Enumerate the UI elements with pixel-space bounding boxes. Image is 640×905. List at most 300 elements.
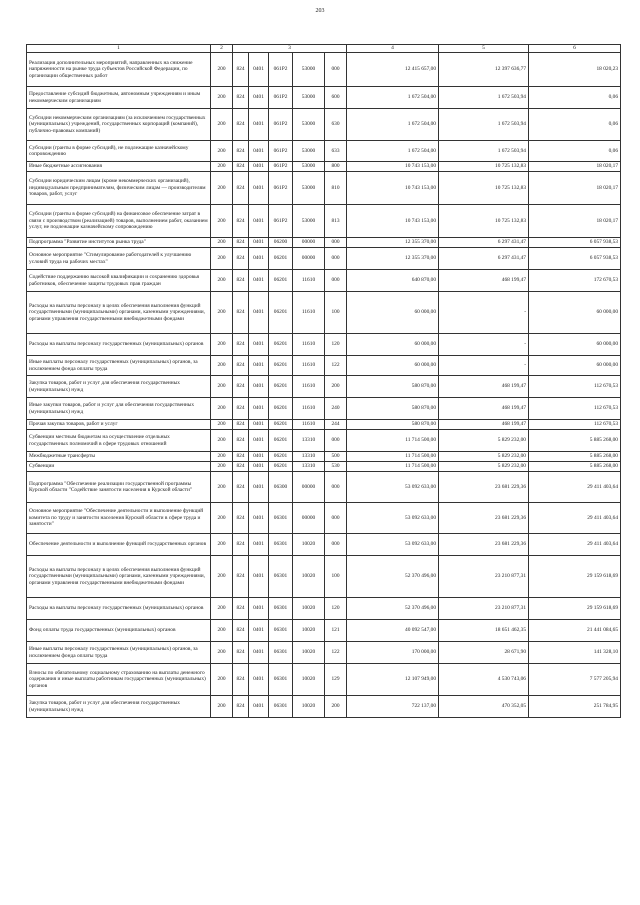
cell-plan: 1 672 504,00 xyxy=(347,109,439,141)
cell-prog: 06201 xyxy=(269,270,293,292)
table-row xyxy=(27,398,621,420)
cell-rz: 0401 xyxy=(249,503,269,534)
cell-plan: 10 743 153,00 xyxy=(347,205,439,238)
cell-fact: 468 199,47 xyxy=(439,398,529,420)
cell-prog: 06201 xyxy=(269,462,293,472)
table-row xyxy=(27,172,621,205)
cell-gr: 824 xyxy=(233,172,249,205)
table-row xyxy=(27,462,621,472)
cell-plan: 170 000,00 xyxy=(347,642,439,664)
cell-adm: 200 xyxy=(211,556,233,598)
cell-plan: 52 370 496,00 xyxy=(347,598,439,620)
cell-name: Взносы по обязательному социальному страхованию на выплаты денежного содержания и иные выплаты работникам государственных (муниципальных) органов xyxy=(27,664,211,696)
cell-rest: 0,06 xyxy=(529,87,621,109)
cell-rz: 0401 xyxy=(249,462,269,472)
cell-prog: 06300 xyxy=(269,472,293,503)
cell-name: Иные закупки товаров, работ и услуг для обеспечения государственных (муниципальных) нужд xyxy=(27,398,211,420)
table-row xyxy=(27,238,621,248)
cell-plan: 12 415 657,00 xyxy=(347,53,439,87)
cell-plan: 580 870,00 xyxy=(347,420,439,430)
cell-adm: 200 xyxy=(211,356,233,376)
cell-gr: 824 xyxy=(233,109,249,141)
table-row xyxy=(27,87,621,109)
column-header: 1 xyxy=(27,45,211,53)
cell-adm: 200 xyxy=(211,534,233,556)
cell-dir: 11610 xyxy=(293,420,325,430)
cell-adm: 200 xyxy=(211,205,233,238)
cell-rz: 0401 xyxy=(249,534,269,556)
cell-gr: 824 xyxy=(233,556,249,598)
cell-vr: 000 xyxy=(325,534,347,556)
cell-name: Расходы на выплаты персоналу государственных (муниципальных) органов xyxy=(27,334,211,356)
cell-rest: 6 057 938,53 xyxy=(529,248,621,270)
cell-vr: 240 xyxy=(325,398,347,420)
cell-name: Иные выплаты персоналу государственных (муниципальных) органов, за исключением фонда оплаты труда xyxy=(27,356,211,376)
cell-prog: 06201 xyxy=(269,292,293,334)
cell-fact: - xyxy=(439,292,529,334)
cell-gr: 824 xyxy=(233,141,249,162)
cell-fact: 468 199,47 xyxy=(439,376,529,398)
cell-name: Межбюджетные трансферты xyxy=(27,452,211,462)
column-header: 3 xyxy=(233,45,347,53)
table-row xyxy=(27,430,621,452)
cell-rz: 0401 xyxy=(249,109,269,141)
cell-fact: 10 725 132,83 xyxy=(439,205,529,238)
cell-plan: 10 743 153,00 xyxy=(347,162,439,172)
cell-vr: 800 xyxy=(325,162,347,172)
cell-gr: 824 xyxy=(233,430,249,452)
cell-rest: 29 411 403,64 xyxy=(529,534,621,556)
cell-gr: 824 xyxy=(233,462,249,472)
table-row xyxy=(27,356,621,376)
cell-adm: 200 xyxy=(211,472,233,503)
cell-rz: 0401 xyxy=(249,376,269,398)
cell-adm: 200 xyxy=(211,376,233,398)
cell-rz: 0401 xyxy=(249,162,269,172)
cell-plan: 1 672 504,00 xyxy=(347,141,439,162)
cell-prog: 06301 xyxy=(269,664,293,696)
cell-plan: 11 714 500,00 xyxy=(347,462,439,472)
cell-rest: 251 784,95 xyxy=(529,696,621,718)
cell-prog: 061P2 xyxy=(269,205,293,238)
cell-vr: 000 xyxy=(325,430,347,452)
cell-plan: 60 000,00 xyxy=(347,334,439,356)
cell-rz: 0401 xyxy=(249,472,269,503)
table-row xyxy=(27,334,621,356)
cell-rz: 0401 xyxy=(249,334,269,356)
cell-fact: 18 651 462,35 xyxy=(439,620,529,642)
cell-dir: 13310 xyxy=(293,430,325,452)
cell-fact: 23 681 229,36 xyxy=(439,503,529,534)
cell-adm: 200 xyxy=(211,248,233,270)
cell-plan: 722 137,00 xyxy=(347,696,439,718)
table-header-row xyxy=(27,45,621,53)
cell-plan: 60 000,00 xyxy=(347,356,439,376)
cell-rz: 0401 xyxy=(249,642,269,664)
cell-prog: 061P2 xyxy=(269,162,293,172)
cell-vr: 122 xyxy=(325,642,347,664)
cell-dir: 53000 xyxy=(293,141,325,162)
cell-fact: 10 725 132,83 xyxy=(439,162,529,172)
cell-adm: 200 xyxy=(211,664,233,696)
cell-rz: 0401 xyxy=(249,292,269,334)
cell-rest: 141 328,10 xyxy=(529,642,621,664)
cell-rest: 0,06 xyxy=(529,109,621,141)
cell-vr: 200 xyxy=(325,696,347,718)
cell-adm: 200 xyxy=(211,598,233,620)
cell-fact: - xyxy=(439,334,529,356)
cell-fact: - xyxy=(439,356,529,376)
cell-name: Субсидии юридическим лицам (кроме некоммерческих организаций), индивидуальным предпринимателям, физическим лицам — производителям товаров, работ, услуг xyxy=(27,172,211,205)
cell-adm: 200 xyxy=(211,162,233,172)
table-row xyxy=(27,472,621,503)
cell-dir: 53000 xyxy=(293,109,325,141)
cell-plan: 11 714 500,00 xyxy=(347,430,439,452)
cell-prog: 06301 xyxy=(269,598,293,620)
cell-vr: 200 xyxy=(325,376,347,398)
cell-plan: 60 000,00 xyxy=(347,292,439,334)
cell-plan: 52 370 496,00 xyxy=(347,556,439,598)
cell-vr: 122 xyxy=(325,356,347,376)
cell-dir: 53000 xyxy=(293,87,325,109)
cell-gr: 824 xyxy=(233,452,249,462)
cell-rest: 5 885 268,00 xyxy=(529,452,621,462)
cell-prog: 061P2 xyxy=(269,87,293,109)
cell-prog: 06201 xyxy=(269,420,293,430)
table-row xyxy=(27,452,621,462)
cell-adm: 200 xyxy=(211,620,233,642)
cell-plan: 53 092 633,00 xyxy=(347,472,439,503)
cell-gr: 824 xyxy=(233,334,249,356)
cell-dir: 00000 xyxy=(293,472,325,503)
cell-dir: 11610 xyxy=(293,356,325,376)
cell-dir: 53000 xyxy=(293,53,325,87)
cell-adm: 200 xyxy=(211,109,233,141)
cell-rz: 0401 xyxy=(249,696,269,718)
cell-dir: 10020 xyxy=(293,534,325,556)
cell-rest: 172 670,53 xyxy=(529,270,621,292)
cell-prog: 06301 xyxy=(269,696,293,718)
cell-adm: 200 xyxy=(211,503,233,534)
cell-name: Расходы на выплаты персоналу в целях обеспечения выполнения функций государственными (муниципальными) органами, казенными учреждениями, органами управления государственными внебюджетными фондами xyxy=(27,556,211,598)
cell-vr: 000 xyxy=(325,472,347,503)
cell-vr: 244 xyxy=(325,420,347,430)
cell-name: Субвенции xyxy=(27,462,211,472)
cell-rest: 112 670,53 xyxy=(529,420,621,430)
cell-prog: 06301 xyxy=(269,503,293,534)
cell-fact: 5 829 232,00 xyxy=(439,430,529,452)
cell-gr: 824 xyxy=(233,53,249,87)
cell-rest: 18 020,23 xyxy=(529,53,621,87)
cell-name: Подпрограмма "Обеспечение реализации государственной программы Курской области "Содействие занятости населения в Курской области" xyxy=(27,472,211,503)
cell-vr: 500 xyxy=(325,452,347,462)
cell-rest: 18 020,17 xyxy=(529,162,621,172)
cell-name: Субсидии (гранты в форме субсидий), не подлежащие казначейскому сопровождению xyxy=(27,141,211,162)
cell-plan: 10 743 153,00 xyxy=(347,172,439,205)
cell-prog: 06301 xyxy=(269,534,293,556)
cell-plan: 40 092 547,00 xyxy=(347,620,439,642)
cell-rz: 0401 xyxy=(249,141,269,162)
cell-gr: 824 xyxy=(233,534,249,556)
cell-vr: 000 xyxy=(325,503,347,534)
cell-gr: 824 xyxy=(233,398,249,420)
cell-name: Прочая закупка товаров, работ и услуг xyxy=(27,420,211,430)
cell-dir: 00000 xyxy=(293,238,325,248)
cell-adm: 200 xyxy=(211,452,233,462)
cell-fact: 10 725 132,83 xyxy=(439,172,529,205)
table-row xyxy=(27,141,621,162)
cell-prog: 06201 xyxy=(269,248,293,270)
cell-vr: 633 xyxy=(325,141,347,162)
cell-gr: 824 xyxy=(233,642,249,664)
cell-rest: 21 441 084,65 xyxy=(529,620,621,642)
table-row xyxy=(27,205,621,238)
cell-gr: 824 xyxy=(233,598,249,620)
table-row xyxy=(27,696,621,718)
cell-dir: 11610 xyxy=(293,398,325,420)
cell-dir: 11610 xyxy=(293,292,325,334)
cell-rz: 0401 xyxy=(249,238,269,248)
cell-dir: 11610 xyxy=(293,334,325,356)
cell-dir: 53000 xyxy=(293,205,325,238)
cell-fact: 12 397 636,77 xyxy=(439,53,529,87)
cell-fact: 5 829 232,00 xyxy=(439,462,529,472)
cell-rest: 0,06 xyxy=(529,141,621,162)
cell-vr: 120 xyxy=(325,334,347,356)
cell-adm: 200 xyxy=(211,430,233,452)
cell-name: Содействие поддержанию высокой квалификации и сохранению здоровья работников, обеспечение защиты трудовых прав граждан xyxy=(27,270,211,292)
cell-dir: 13310 xyxy=(293,462,325,472)
cell-dir: 11610 xyxy=(293,376,325,398)
cell-rz: 0401 xyxy=(249,172,269,205)
cell-plan: 640 870,00 xyxy=(347,270,439,292)
cell-vr: 129 xyxy=(325,664,347,696)
cell-dir: 10020 xyxy=(293,598,325,620)
cell-dir: 10020 xyxy=(293,556,325,598)
cell-fact: 470 352,05 xyxy=(439,696,529,718)
table-row xyxy=(27,556,621,598)
cell-name: Расходы на выплаты персоналу государственных (муниципальных) органов xyxy=(27,598,211,620)
cell-rest: 7 577 205,94 xyxy=(529,664,621,696)
table-row xyxy=(27,292,621,334)
cell-adm: 200 xyxy=(211,642,233,664)
cell-rest: 29 159 618,69 xyxy=(529,556,621,598)
cell-adm: 200 xyxy=(211,141,233,162)
cell-rest: 112 670,53 xyxy=(529,398,621,420)
cell-rest: 18 020,17 xyxy=(529,205,621,238)
cell-name: Расходы на выплаты персоналу в целях обеспечения выполнения функций государственными (муниципальными) органами, казенными учреждениями, органами управления государственными внебюджетными фондами xyxy=(27,292,211,334)
cell-gr: 824 xyxy=(233,620,249,642)
cell-gr: 824 xyxy=(233,696,249,718)
page-number: 203 xyxy=(315,8,325,14)
cell-plan: 1 672 504,00 xyxy=(347,87,439,109)
cell-prog: 06201 xyxy=(269,376,293,398)
cell-vr: 120 xyxy=(325,598,347,620)
cell-gr: 824 xyxy=(233,376,249,398)
table-row xyxy=(27,620,621,642)
cell-name: Закупка товаров, работ и услуг для обеспечения государственных (муниципальных) нужд xyxy=(27,696,211,718)
cell-rz: 0401 xyxy=(249,598,269,620)
cell-prog: 06201 xyxy=(269,452,293,462)
table-row xyxy=(27,270,621,292)
cell-adm: 200 xyxy=(211,696,233,718)
cell-gr: 824 xyxy=(233,270,249,292)
cell-vr: 100 xyxy=(325,292,347,334)
cell-adm: 200 xyxy=(211,87,233,109)
cell-rz: 0401 xyxy=(249,205,269,238)
cell-adm: 200 xyxy=(211,420,233,430)
cell-rest: 60 000,00 xyxy=(529,292,621,334)
cell-prog: 06201 xyxy=(269,430,293,452)
cell-vr: 530 xyxy=(325,462,347,472)
cell-adm: 200 xyxy=(211,292,233,334)
cell-adm: 200 xyxy=(211,334,233,356)
cell-name: Реализация дополнительных мероприятий, направленных на снижение напряженности на рынке труда субъектов Российской Федерации, по организации общественных работ xyxy=(27,53,211,87)
cell-gr: 824 xyxy=(233,292,249,334)
cell-rest: 29 159 618,69 xyxy=(529,598,621,620)
cell-gr: 824 xyxy=(233,356,249,376)
cell-fact: 6 297 431,47 xyxy=(439,248,529,270)
cell-name: Основное мероприятие "Стимулирование работодателей к улучшению условий труда на рабочих местах" xyxy=(27,248,211,270)
cell-fact: 23 681 229,36 xyxy=(439,534,529,556)
cell-gr: 824 xyxy=(233,503,249,534)
cell-gr: 824 xyxy=(233,87,249,109)
cell-prog: 06201 xyxy=(269,334,293,356)
cell-plan: 11 714 500,00 xyxy=(347,452,439,462)
cell-dir: 10020 xyxy=(293,664,325,696)
cell-dir: 13310 xyxy=(293,452,325,462)
cell-rz: 0401 xyxy=(249,420,269,430)
cell-rest: 60 000,00 xyxy=(529,356,621,376)
cell-dir: 00000 xyxy=(293,503,325,534)
cell-prog: 061P2 xyxy=(269,109,293,141)
cell-prog: 061P2 xyxy=(269,141,293,162)
cell-rz: 0401 xyxy=(249,398,269,420)
cell-plan: 580 870,00 xyxy=(347,376,439,398)
cell-dir: 10020 xyxy=(293,620,325,642)
cell-rest: 112 670,53 xyxy=(529,376,621,398)
cell-gr: 824 xyxy=(233,238,249,248)
cell-dir: 10020 xyxy=(293,642,325,664)
cell-plan: 53 092 633,00 xyxy=(347,503,439,534)
cell-vr: 810 xyxy=(325,172,347,205)
cell-rz: 0401 xyxy=(249,556,269,598)
cell-name: Обеспечение деятельности и выполнение функций государственных органов xyxy=(27,534,211,556)
cell-adm: 200 xyxy=(211,238,233,248)
table-row xyxy=(27,664,621,696)
cell-rest: 18 020,17 xyxy=(529,172,621,205)
column-header: 2 xyxy=(211,45,233,53)
cell-adm: 200 xyxy=(211,53,233,87)
cell-fact: 23 681 229,36 xyxy=(439,472,529,503)
cell-rest: 6 057 938,53 xyxy=(529,238,621,248)
cell-fact: 1 672 503,94 xyxy=(439,87,529,109)
budget-table xyxy=(26,44,621,718)
cell-fact: 468 199,47 xyxy=(439,270,529,292)
table-row xyxy=(27,376,621,398)
cell-gr: 824 xyxy=(233,162,249,172)
cell-vr: 000 xyxy=(325,248,347,270)
cell-rz: 0401 xyxy=(249,620,269,642)
cell-dir: 53000 xyxy=(293,172,325,205)
cell-fact: 468 199,47 xyxy=(439,420,529,430)
cell-name: Субвенции местным бюджетам на осуществление отдельных государственных полномочий в сфере трудовых отношений xyxy=(27,430,211,452)
cell-rest: 29 411 403,64 xyxy=(529,472,621,503)
cell-rz: 0401 xyxy=(249,87,269,109)
table-row xyxy=(27,642,621,664)
cell-rz: 0401 xyxy=(249,430,269,452)
cell-name: Иные выплаты персоналу государственных (муниципальных) органов, за исключением фонда оплаты труда xyxy=(27,642,211,664)
cell-prog: 061P2 xyxy=(269,172,293,205)
cell-prog: 06200 xyxy=(269,238,293,248)
column-header: 6 xyxy=(529,45,621,53)
cell-plan: 12 107 949,00 xyxy=(347,664,439,696)
cell-prog: 06301 xyxy=(269,620,293,642)
cell-gr: 824 xyxy=(233,472,249,503)
cell-vr: 813 xyxy=(325,205,347,238)
cell-prog: 06301 xyxy=(269,642,293,664)
cell-rz: 0401 xyxy=(249,270,269,292)
cell-name: Субсидии некоммерческим организациям (за исключением государственных (муниципальных) учреждений, государственных корпораций (компаний), публично-правовых компаний) xyxy=(27,109,211,141)
cell-fact: 4 530 743,06 xyxy=(439,664,529,696)
cell-fact: 23 210 877,31 xyxy=(439,556,529,598)
cell-gr: 824 xyxy=(233,205,249,238)
column-header: 4 xyxy=(347,45,439,53)
cell-rz: 0401 xyxy=(249,53,269,87)
cell-gr: 824 xyxy=(233,248,249,270)
cell-dir: 00000 xyxy=(293,248,325,270)
table-row xyxy=(27,109,621,141)
cell-rz: 0401 xyxy=(249,356,269,376)
cell-vr: 100 xyxy=(325,556,347,598)
cell-fact: 23 210 877,31 xyxy=(439,598,529,620)
cell-plan: 580 870,00 xyxy=(347,398,439,420)
cell-prog: 06201 xyxy=(269,356,293,376)
cell-name: Субсидии (гранты в форме субсидий) на финансовое обеспечение затрат в связи с производством (реализацией) товаров, выполнением работ, оказанием услуг, не подлежащие казначейскому сопровождению xyxy=(27,205,211,238)
table-row xyxy=(27,503,621,534)
cell-fact: 5 829 232,00 xyxy=(439,452,529,462)
cell-rz: 0401 xyxy=(249,452,269,462)
cell-rz: 0401 xyxy=(249,248,269,270)
cell-gr: 824 xyxy=(233,420,249,430)
cell-fact: 1 672 503,94 xyxy=(439,141,529,162)
table-row xyxy=(27,53,621,87)
cell-dir: 11610 xyxy=(293,270,325,292)
cell-rest: 29 411 403,64 xyxy=(529,503,621,534)
table-row xyxy=(27,162,621,172)
cell-prog: 061P2 xyxy=(269,53,293,87)
cell-rest: 60 000,00 xyxy=(529,334,621,356)
cell-name: Иные бюджетные ассигнования xyxy=(27,162,211,172)
table-row xyxy=(27,598,621,620)
cell-vr: 600 xyxy=(325,87,347,109)
cell-name: Подпрограмма "Развитие институтов рынка труда" xyxy=(27,238,211,248)
cell-fact: 1 672 503,94 xyxy=(439,109,529,141)
cell-name: Предоставление субсидий бюджетным, автономным учреждениям и иным некоммерческим организациям xyxy=(27,87,211,109)
cell-adm: 200 xyxy=(211,462,233,472)
cell-name: Фонд оплаты труда государственных (муниципальных) органов xyxy=(27,620,211,642)
cell-dir: 10020 xyxy=(293,696,325,718)
cell-rest: 5 885 268,00 xyxy=(529,430,621,452)
table-row xyxy=(27,420,621,430)
column-header: 5 xyxy=(439,45,529,53)
cell-vr: 000 xyxy=(325,53,347,87)
cell-adm: 200 xyxy=(211,270,233,292)
cell-plan: 12 355 370,00 xyxy=(347,248,439,270)
cell-dir: 53000 xyxy=(293,162,325,172)
cell-adm: 200 xyxy=(211,172,233,205)
cell-name: Закупка товаров, работ и услуг для обеспечения государственных (муниципальных) нужд xyxy=(27,376,211,398)
